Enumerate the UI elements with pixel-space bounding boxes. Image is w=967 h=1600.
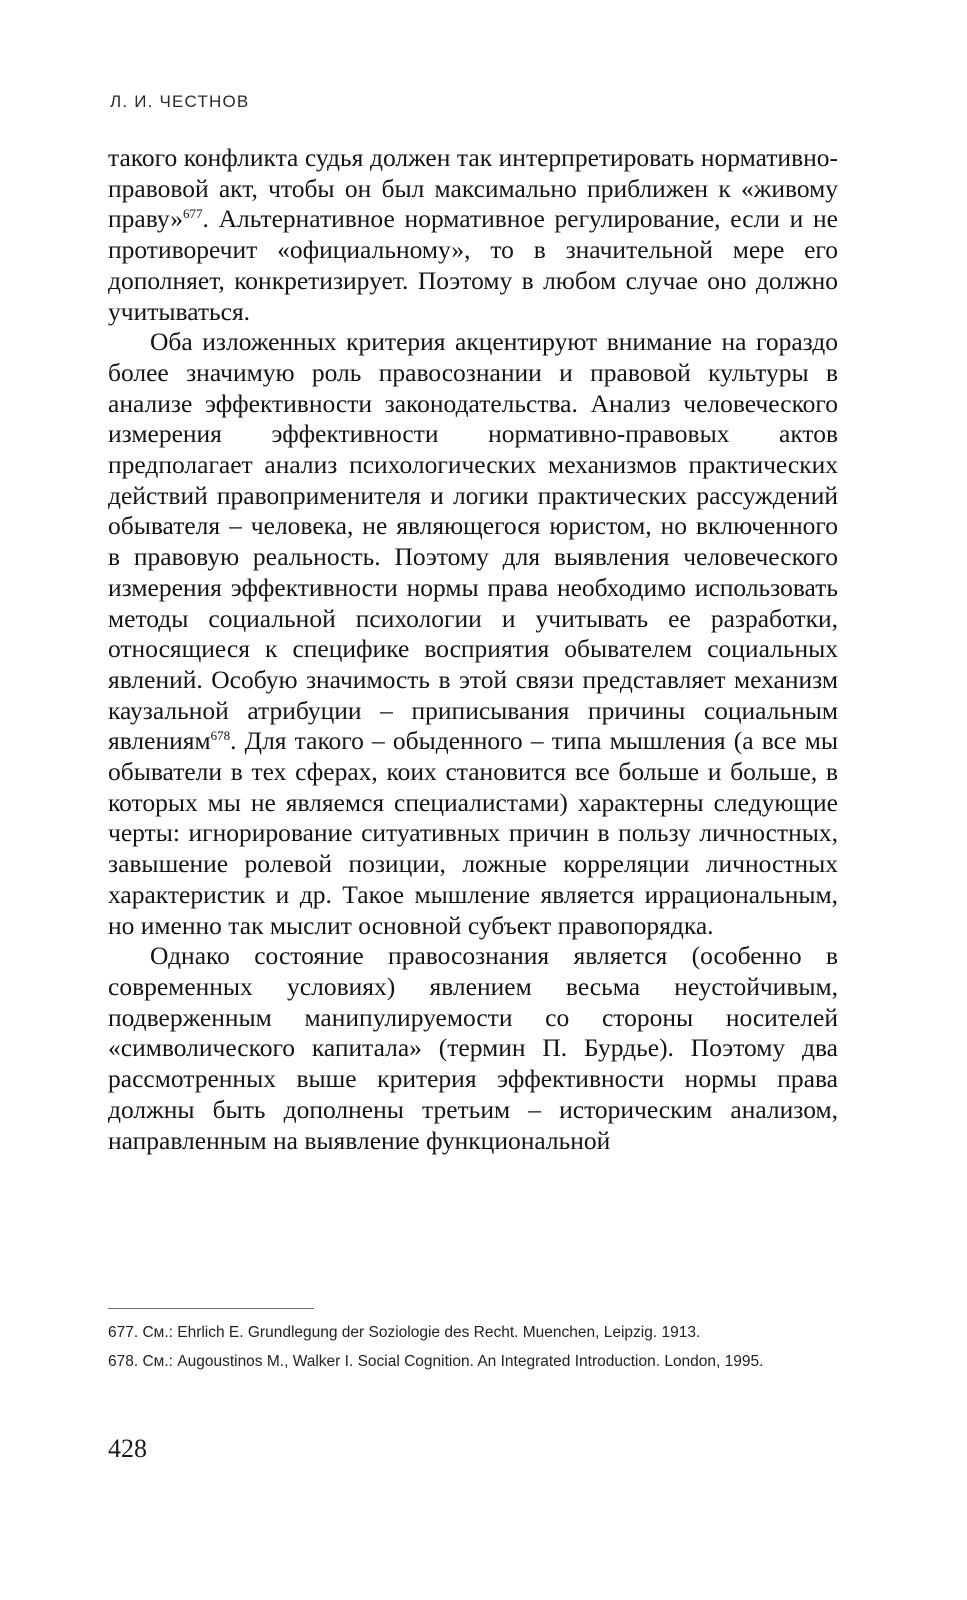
footnote-ref-678: 678	[210, 728, 231, 744]
footnotes	[108, 1322, 838, 1380]
paragraph-3	[108, 941, 838, 1156]
running-head: Л. И. ЧЕСТНОВ	[110, 92, 250, 111]
footnote-ref-677: 677	[183, 206, 203, 222]
footnote-divider	[108, 1308, 314, 1309]
footnote-678: 678. См.: Augoustinos M., Walker I. Social Cognition. An Integrated Introduction. London, 1995.	[108, 1353, 764, 1370]
paragraph-1-text-start: такого конфликта судья должен так интерпретировать нормативно-правовой акт, чтобы он был максимально приближен к «живому праву»	[108, 143, 838, 234]
paragraph-2	[108, 327, 838, 941]
body-text	[108, 143, 838, 1156]
paragraph-1-text-end: . Альтернативное нормативное регулирование, если и не противоречит «официальному», то в значительной мере его дополняет, конкретизирует. Поэтому в любом случае оно должно учитываться.	[108, 204, 838, 326]
page-number: 428	[108, 1434, 147, 1463]
footnote-677: 677. См.: Ehrlich E. Grundlegung der Soziologie des Recht. Muenchen, Leipzig. 1913.	[108, 1324, 701, 1341]
paragraph-2-text-end: . Для такого – обыденного – типа мышления (а все мы обыватели в тех сферах, коих становится все больше и больше, в которых мы не являемся специалистами) характерны следующие черты: игнорирование ситуативных причин в пользу личностных, завышение ролевой позиции, ложные корреляции личностных характеристик и др. Такое мышление является иррациональным, но именно так мыслит основной субъект правопорядка.	[108, 726, 838, 940]
paragraph-3-text: Однако состояние правосознания является (особенно в современных условиях) явлением весьма неустойчивым, подверженным манипулируемости со стороны носителей «символического капитала» (термин П. Бурдье). Поэтому два рассмотренных выше критерия эффективности нормы права должны быть дополнены третьим – историческим анализом, направленным на выявление функциональной	[108, 941, 838, 1155]
paragraph-2-text-start: Оба изложенных критерия акцентируют внимание на гораздо более значимую роль правосознании и правовой культуры в анализе эффективности законодательства. Анализ человеческого измерения эффективности нормативно-правовых актов предполагает анализ психологических механизмов практических действий правоприменителя и логики практических рассуждений обывателя – человека, не являющегося юристом, но включенного в правовую реальность. Поэтому для выявления человеческого измерения эффективности нормы права необходимо использовать методы социальной психологии и учитывать ее разработки, относящиеся к специфике восприятия обывателем социальных явлений. Особую значимость в этой связи представляет механизм каузальной атрибуции – приписывания причины социальным явлениям	[108, 327, 838, 756]
paragraph-1	[108, 143, 838, 327]
